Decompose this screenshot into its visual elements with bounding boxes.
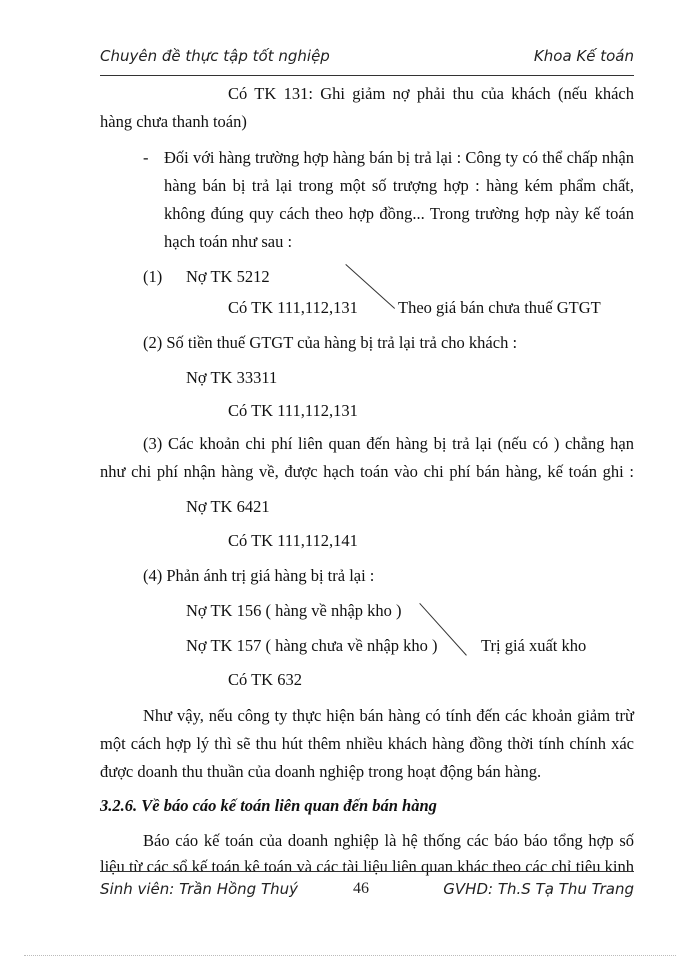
text-line: Báo cáo kế toán của doanh nghiệp là hệ thống các báo báo tổng hợp số [143,831,634,850]
text-line: Đối với hàng trường hợp hàng bán bị trả lại : Công ty có thể chấp nhận [164,148,634,167]
text-line: một cách hợp lý thì sẽ thu hút thêm nhiều khách hàng đồng thời tính chính xác [100,734,634,753]
footer-student: Sinh viên: Trần Hồng Thuý [100,880,299,898]
text-line: hàng bán bị trả lại trong một số trượng hợp : hàng kém phẩm chất, [164,176,634,195]
footer-advisor: GVHD: Th.S Tạ Thu Trang [443,880,634,898]
entry-debit: Nợ TK 5212 [186,267,270,286]
entry-credit: Có TK 111,112,141 [228,531,358,550]
page-edge-divider [24,955,676,956]
text-line: Có TK 131: Ghi giảm nợ phải thu của khách (nếu khách [228,84,634,103]
entry-credit: Có TK 111,112,131 [228,298,358,317]
text-line: (2) Số tiền thuế GTGT của hàng bị trả lại trả cho khách : [143,333,518,352]
text-line: hạch toán như sau : [164,232,293,251]
entry-debit: Nợ TK 157 ( hàng chưa về nhập kho ) [186,636,438,655]
text-line: (3) Các khoản chi phí liên quan đến hàng bị trả lại (nếu có ) chẳng hạn [143,434,634,453]
text-line: không đúng quy cách theo hợp đồng... Trong trường hợp này kế toán [164,204,634,223]
entry-debit: Nợ TK 156 ( hàng về nhập kho ) [186,601,402,620]
page-header [100,47,634,76]
page-footer [100,871,634,900]
text-line: Như vậy, nếu công ty thực hiện bán hàng có tính đến các khoản giảm trừ [143,706,634,725]
header-title: Chuyên đề thực tập tốt nghiệp [100,47,330,65]
page-number: 46 [353,880,369,897]
entry-debit: Nợ TK 33311 [186,368,278,387]
entry-note: Theo giá bán chưa thuế GTGT [398,298,601,317]
entry-note: Trị giá xuất kho [481,636,587,655]
header-department: Khoa Kế toán [533,47,634,65]
text-line: liệu từ các sổ kế toán kê toán và các tài liệu liên quan khác theo các chỉ tiêu kinh [100,857,634,876]
entry-credit: Có TK 632 [228,670,302,689]
text-line: hàng chưa thanh toán) [100,112,247,131]
text-line: được doanh thu thuần của doanh nghiệp trong hoạt động bán hàng. [100,762,542,781]
entry-debit: Nợ TK 6421 [186,497,270,516]
text-line: như chi phí nhận hàng về, được hạch toán vào chi phí bán hàng, kế toán ghi : [100,462,634,481]
entry-number: (1) [143,267,163,286]
text-line: (4) Phản ánh trị giá hàng bị trả lại : [143,566,375,585]
section-heading: 3.2.6. Về báo cáo kế toán liên quan đến bán hàng [100,796,437,815]
bullet-dash: - [143,148,149,167]
entry-credit: Có TK 111,112,131 [228,401,358,420]
